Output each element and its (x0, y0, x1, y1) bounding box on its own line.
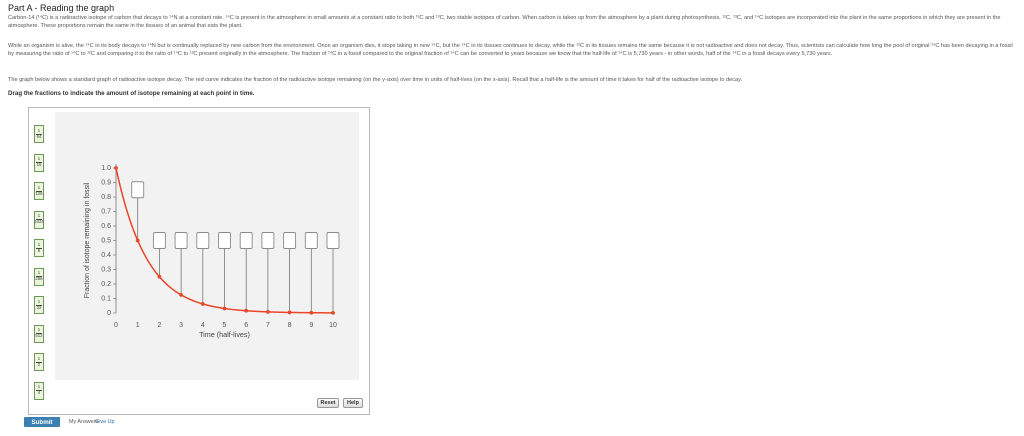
intro-paragraph-2: While an organism is alive, the ¹⁴C in its body decays to ¹⁴N but is continually replaced by new carbon from the environment. Once an organism dies, it stops taking in new ¹⁴C, but the ¹⁴C in its tissues continues to decay, while the ¹²C in its tissues remains the same because it is not radioactive and does not decay. Thus, scientists can calculate how long the pool of original ¹⁴C has been decaying in a fossil by measuring the ratio of ¹⁴C to ¹²C and comparing it to the ratio of ¹⁴C to ¹²C present originally in the atmosphere. The fraction of ¹⁴C in a fossil compared to the original fraction of ¹⁴C can be converted to years because we know that the half-life of ¹⁴C is 5,730 years - in other words, half of the ¹⁴C in a fossil decays every 5,730 years. (8, 43, 1013, 57)
x-tick-label: 4 (200, 322, 205, 329)
drop-target-box[interactable] (132, 182, 144, 198)
drop-target-box[interactable] (284, 233, 296, 249)
fraction-denominator: 1024 (34, 219, 44, 225)
fraction-chip[interactable] (34, 239, 44, 257)
fraction-numerator: 1 (37, 327, 41, 333)
fraction-denominator: 2 (37, 361, 41, 367)
fraction-denominator: 256 (35, 276, 43, 282)
y-tick-label: 0.1 (101, 295, 111, 303)
y-tick-label: 0.8 (101, 194, 111, 202)
drop-target-box[interactable] (305, 233, 317, 249)
part-title: Part A - Reading the graph (8, 3, 115, 13)
fraction-numerator: 1 (37, 184, 41, 190)
drop-target-box[interactable] (327, 233, 339, 249)
y-tick-label: 0.6 (101, 223, 111, 231)
curve-data-point (266, 310, 270, 314)
x-tick-label: 10 (329, 322, 337, 329)
x-tick-label: 6 (244, 322, 249, 329)
x-tick-label: 5 (222, 322, 227, 329)
drop-target-box[interactable] (240, 233, 252, 249)
fraction-chip[interactable] (34, 268, 44, 286)
instruction-text: Drag the fractions to indicate the amount of isotope remaining at each point in time. (8, 90, 255, 97)
curve-data-point (158, 275, 162, 279)
drop-target-box[interactable] (153, 233, 165, 249)
fraction-denominator: 32 (36, 304, 42, 310)
fraction-chip[interactable] (34, 296, 44, 314)
y-tick-label: 0.5 (101, 237, 111, 245)
submit-button[interactable]: Submit (24, 417, 60, 427)
fraction-denominator: 64 (36, 133, 42, 139)
y-tick-label: 0.7 (101, 208, 111, 216)
fraction-numerator: 1 (37, 270, 41, 276)
fraction-numerator: 1 (37, 213, 41, 219)
x-tick-label: 8 (287, 322, 292, 329)
help-button[interactable]: Help (343, 398, 363, 408)
y-tick-label: 0.3 (101, 266, 111, 274)
x-tick-label: 3 (179, 322, 184, 329)
intro-paragraph-3: The graph below shows a standard graph of radioactive isotope decay. The red curve indicates the fraction of the radioactive isotope remaining (on the y-axis) over time in units of half-lives (on the x-axis). Recall that a half-life is the amount of time it takes for half of the radioactive isotope to decay. (8, 77, 743, 83)
curve-data-point (288, 311, 292, 315)
x-tick-label: 7 (265, 322, 270, 329)
my-answers-label: My Answers (69, 419, 99, 425)
drop-target-box[interactable] (262, 233, 274, 249)
curve-data-point (309, 311, 313, 315)
fraction-numerator: 1 (37, 384, 41, 390)
fraction-denominator: 128 (35, 190, 43, 196)
fraction-numerator: 1 (37, 156, 41, 162)
fraction-chip[interactable] (34, 325, 44, 343)
curve-data-point (331, 311, 335, 315)
x-tick-label: 9 (309, 322, 314, 329)
x-tick-label: 1 (135, 322, 140, 329)
fraction-denominator: 4 (37, 390, 41, 396)
curve-data-point (244, 309, 248, 313)
fraction-chip[interactable] (34, 154, 44, 172)
y-tick-label: 0.4 (101, 252, 111, 260)
give-up-link[interactable]: Give Up (95, 419, 115, 425)
x-axis-label: Time (half-lives) (199, 330, 250, 339)
intro-paragraph-1: Carbon-14 (¹⁴C) is a radioactive isotope of carbon that decays to ¹⁴N at a constant rate. ¹⁴C is present in the atmosphere in small amounts at a constant ratio to both ¹²C and ¹³C, two stable isotopes of carbon. When carbon is taken up from the atmosphere by a plant during photosynthesis, ¹²C, ¹³C, and ¹⁴C isotopes are incorporated into the plant in the same proportions in which they are present in the atmosphere. These proportions remain the same in the tissues of an animal that eats the plant. (8, 15, 1001, 29)
fraction-sidebar (28, 107, 50, 413)
fraction-chip[interactable] (34, 353, 44, 371)
fraction-numerator: 1 (37, 355, 41, 361)
fraction-chip[interactable] (34, 211, 44, 229)
x-tick-label: 2 (157, 322, 162, 329)
fraction-denominator: 16 (36, 162, 42, 168)
curve-data-point (179, 293, 183, 297)
y-tick-label: 1.0 (101, 165, 111, 173)
y-axis-label: Fraction of isotope remaining in fossil (84, 182, 91, 299)
curve-data-point (114, 166, 118, 170)
y-tick-label: 0 (107, 310, 111, 318)
fraction-denominator: 512 (35, 333, 43, 339)
curve-data-point (223, 307, 227, 311)
fraction-chip[interactable] (34, 125, 44, 143)
drop-target-box[interactable] (219, 233, 231, 249)
fraction-numerator: 1 (37, 127, 41, 133)
curve-data-point (136, 239, 140, 243)
fraction-chip[interactable] (34, 182, 44, 200)
drop-target-box[interactable] (175, 233, 187, 249)
fraction-numerator: 1 (37, 298, 41, 304)
decay-chart (55, 112, 359, 380)
y-tick-label: 0.9 (101, 179, 111, 187)
fraction-denominator: 8 (37, 247, 41, 253)
fraction-chip[interactable] (34, 382, 44, 400)
y-tick-label: 0.2 (101, 281, 111, 289)
reset-button[interactable]: Reset (317, 398, 339, 408)
fraction-numerator: 1 (37, 241, 41, 247)
x-tick-label: 0 (114, 322, 118, 329)
drop-target-box[interactable] (197, 233, 209, 249)
curve-data-point (201, 302, 205, 306)
